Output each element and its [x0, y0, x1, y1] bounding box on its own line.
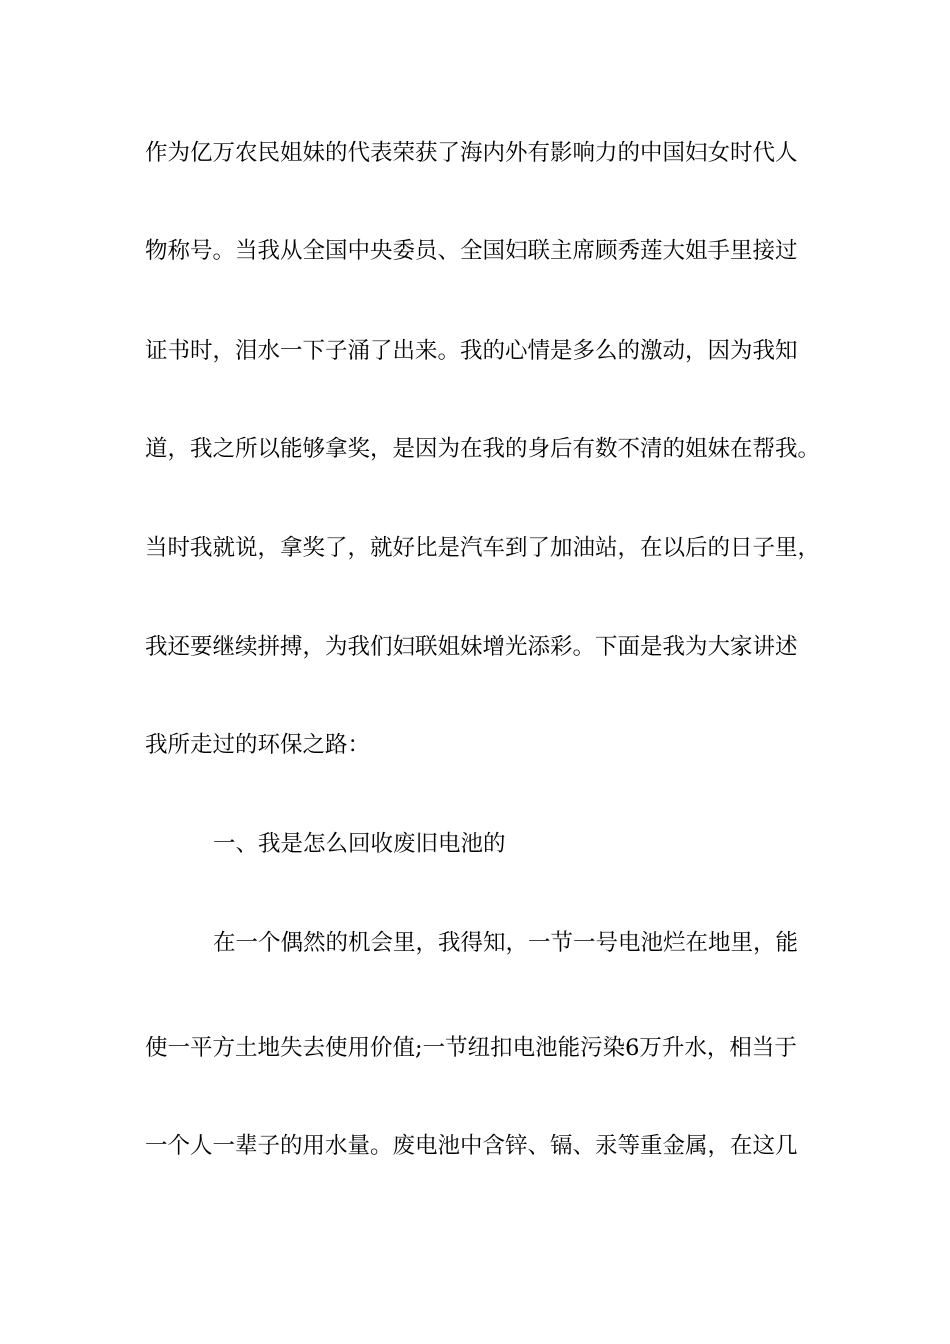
body-text-line: 使一平方土地失去使用价值;一节纽扣电池能污染6万升水，相当于 [145, 1035, 797, 1061]
section-heading: 一、我是怎么回收废旧电池的 [213, 831, 506, 857]
body-text-line: 当时我就说，拿奖了，就好比是汽车到了加油站，在以后的日子里， [145, 535, 821, 561]
body-text-line: 证书时，泪水一下子涌了出来。我的心情是多么的激动，因为我知 [145, 338, 798, 364]
body-text-line: 一个人一辈子的用水量。废电池中含锌、镉、汞等重金属，在这几 [145, 1133, 798, 1159]
body-text-line: 物称号。当我从全国中央委员、全国妇联主席顾秀莲大姐手里接过 [145, 238, 798, 264]
paragraph-first-line: 在一个偶然的机会里，我得知，一节一号电池烂在地里，能 [213, 930, 799, 956]
body-text-line: 我所走过的环保之路： [145, 732, 371, 758]
body-text-line: 我还要继续拼搏，为我们妇联姐妹增光添彩。下面是我为大家讲述 [145, 634, 798, 660]
body-text-line: 作为亿万农民姐妹的代表荣获了海内外有影响力的中国妇女时代人 [145, 140, 798, 166]
body-text-line: 道，我之所以能够拿奖，是因为在我的身后有数不清的姐妹在帮我。 [145, 436, 821, 462]
